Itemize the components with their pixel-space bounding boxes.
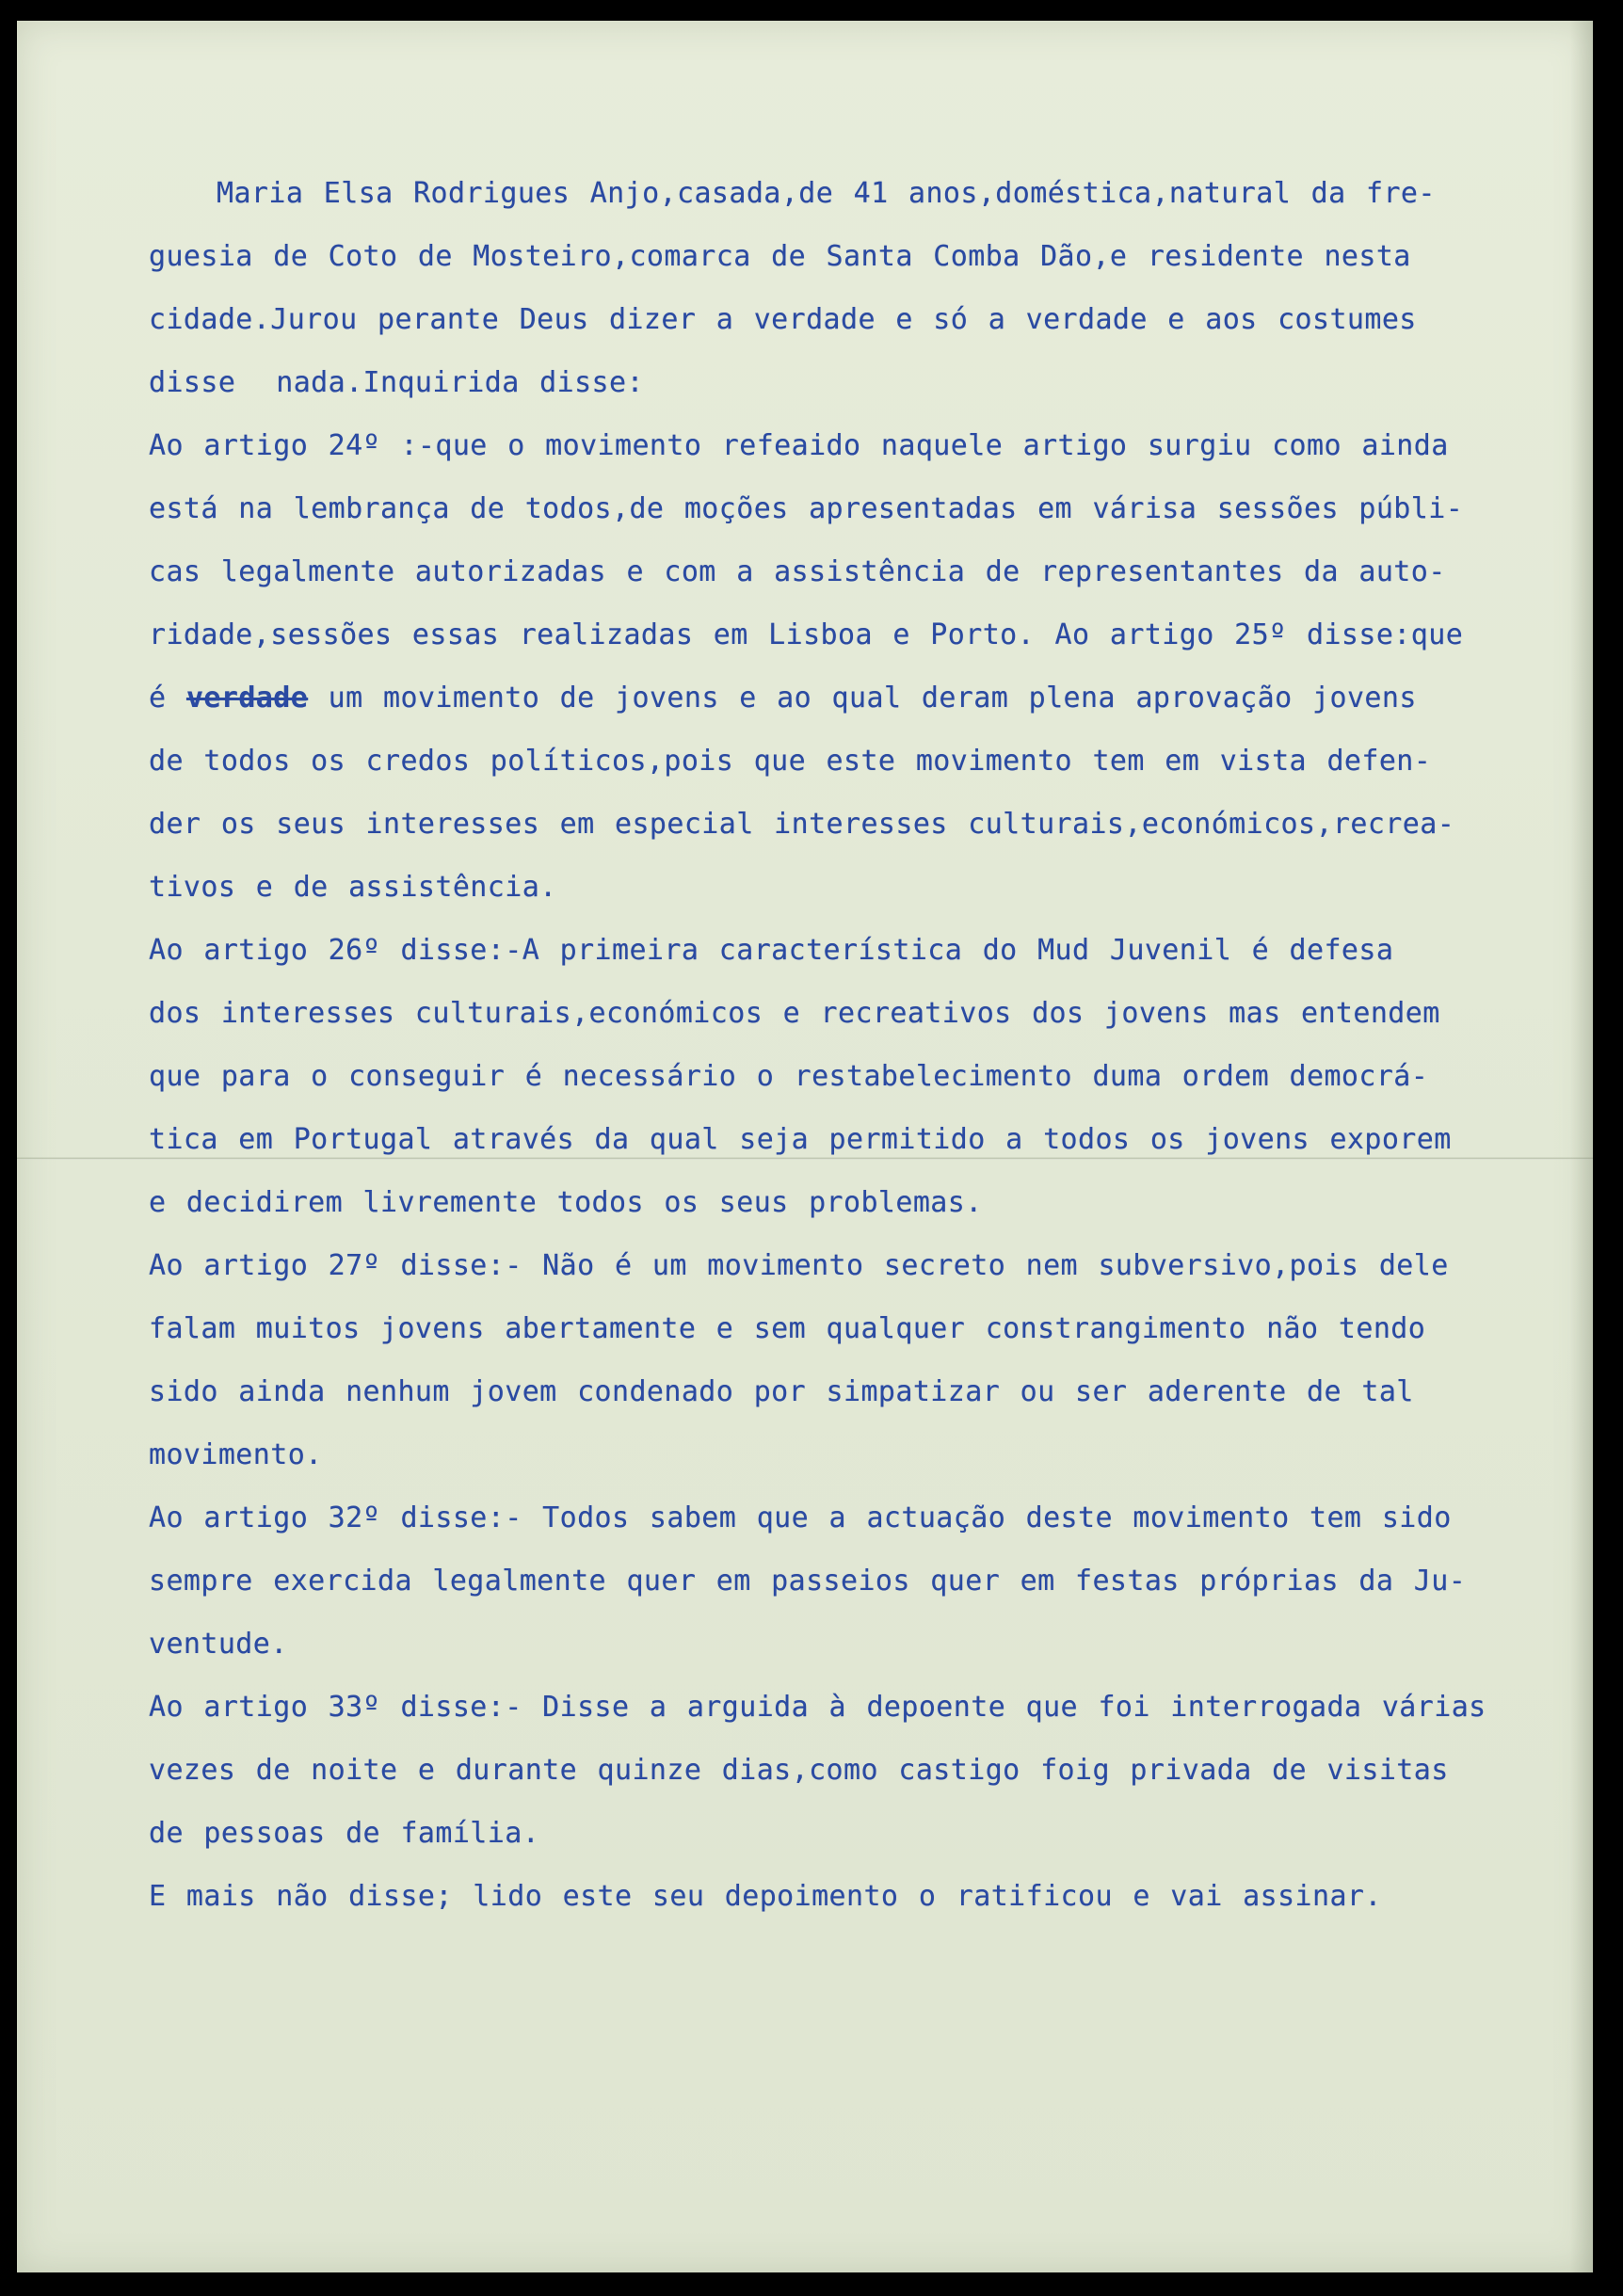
text-line: de pessoas de família.: [149, 1817, 540, 1850]
text-line: e decidirem livremente todos os seus problemas.: [149, 1186, 983, 1219]
text-line: ridade,sessões essas realizadas em Lisboa e Porto. Ao artigo 25º disse:que: [149, 618, 1464, 651]
text-line: cidade.Jurou perante Deus dizer a verdade e só a verdade e aos costumes: [149, 303, 1417, 336]
text-line: falam muitos jovens abertamente e sem qualquer constrangimento não tendo: [149, 1312, 1426, 1345]
text-line: ventude.: [149, 1628, 288, 1661]
text-line: cas legalmente autorizadas e com a assistência de representantes da auto-: [149, 555, 1446, 588]
text-line: disse nada.Inquirida disse:: [149, 366, 644, 399]
text-line: Ao artigo 24º :-que o movimento refeaido naquele artigo surgiu como ainda: [149, 429, 1449, 462]
text-line: vezes de noite e durante quinze dias,como castigo foig privada de visitas: [149, 1754, 1449, 1787]
text-line: Maria Elsa Rodrigues Anjo,casada,de 41 anos,doméstica,natural da fre-: [217, 177, 1436, 210]
typewritten-page: [17, 21, 1593, 2272]
text-line: movimento.: [149, 1438, 323, 1471]
text-line: Ao artigo 33º disse:- Disse a arguida à depoente que foi interrogada várias: [149, 1691, 1486, 1724]
struck-out-word: verdade: [185, 682, 309, 714]
text-line: está na lembrança de todos,de moções apresentadas em várisa sessões públi-: [149, 492, 1464, 525]
text-line: E mais não disse; lido este seu depoimento o ratificou e vai assinar.: [149, 1880, 1382, 1913]
text-line: que para o conseguir é necessário o restabelecimento duma ordem democrá-: [149, 1060, 1429, 1093]
text-line-with-strikeout: [149, 666, 1580, 730]
text-line: Ao artigo 27º disse:- Não é um movimento secreto nem subversivo,pois dele: [149, 1249, 1449, 1282]
line-prefix: é: [149, 682, 186, 714]
line-rest: um movimento de jovens e ao qual deram plena aprovação jovens: [308, 682, 1417, 714]
text-line: Ao artigo 26º disse:-A primeira característica do Mud Juvenil é defesa: [149, 934, 1394, 967]
text-line: sido ainda nenhum jovem condenado por simpatizar ou ser aderente de tal: [149, 1375, 1414, 1408]
text-line: guesia de Coto de Mosteiro,comarca de Santa Comba Dão,e residente nesta: [149, 240, 1411, 273]
text-line: dos interesses culturais,económicos e recreativos dos jovens mas entendem: [149, 997, 1440, 1030]
testimony-text: [149, 162, 1580, 1928]
text-line: Ao artigo 32º disse:- Todos sabem que a actuação deste movimento tem sido: [149, 1501, 1452, 1534]
text-line: der os seus interesses em especial interesses culturais,económicos,recrea-: [149, 808, 1455, 841]
text-line: de todos os credos políticos,pois que este movimento tem em vista defen-: [149, 745, 1432, 778]
text-line: tivos e de assistência.: [149, 871, 557, 904]
text-line: tica em Portugal através da qual seja permitido a todos os jovens exporem: [149, 1123, 1452, 1156]
text-line: sempre exercida legalmente quer em passeios quer em festas próprias da Ju-: [149, 1565, 1467, 1598]
